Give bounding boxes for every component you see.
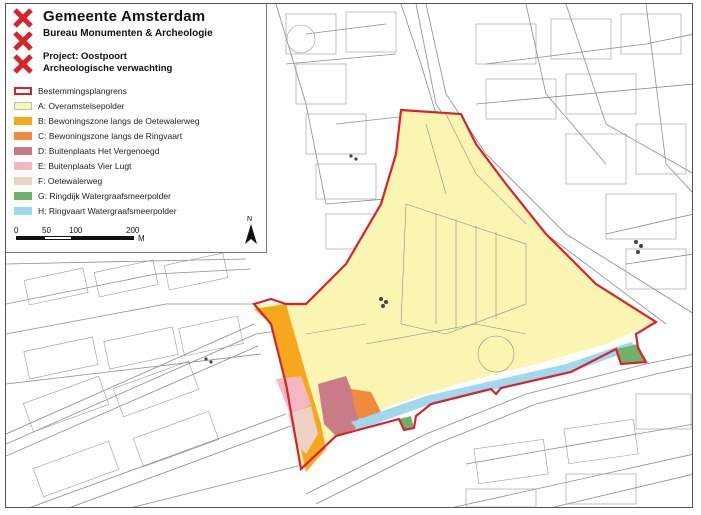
legend-item-h: [14, 206, 177, 216]
legend-label: H: Ringvaart Watergraafsmeerpolder: [38, 206, 177, 216]
legend-swatch: [14, 162, 32, 170]
legend-item-b: [14, 116, 200, 126]
legend-swatch: [14, 147, 32, 155]
scale-tick-0: 0: [14, 226, 19, 235]
legend-item-g: [14, 191, 171, 201]
header-row-2: [12, 31, 34, 51]
legend-label: Bestemmingsplangrens: [38, 86, 127, 96]
scale-tick-100: 100: [69, 226, 83, 235]
legend-swatch: [14, 132, 32, 140]
org-name: Gemeente Amsterdam: [43, 8, 206, 25]
legend-item-boundary: [14, 86, 127, 96]
legend-label: E: Buitenplaats Vier Lugt: [38, 161, 132, 171]
andreas-cross-icon: [12, 8, 34, 28]
scale-segment: [16, 236, 44, 240]
scale-tick-200: 200: [126, 226, 140, 235]
legend-label: B: Bewoningszone langs de Oetewalerweg: [38, 116, 200, 126]
north-arrow-icon: [244, 224, 258, 246]
header-row-1: [12, 8, 34, 28]
legend-label: A: Overamstelsepolder: [38, 101, 125, 111]
legend-label: F: Oetewalerweg: [38, 176, 103, 186]
legend-label: G: Ringdijk Watergraafsmeerpolder: [38, 191, 171, 201]
legend-swatch: [14, 117, 32, 125]
andreas-cross-icon: [12, 31, 34, 51]
legend-item-e: [14, 161, 131, 171]
department-name: Bureau Monumenten & Archeologie: [43, 28, 213, 39]
legend-item-a: [14, 101, 124, 111]
project-line-2: Archeologische verwachting: [43, 63, 173, 74]
north-label: N: [247, 216, 253, 223]
header-row-3: [12, 54, 34, 74]
legend-item-d: [14, 146, 159, 156]
scale-bar: [14, 226, 244, 250]
legend-panel: [6, 4, 267, 253]
north-arrow: [244, 216, 258, 246]
legend-item-c: [14, 131, 182, 141]
scale-unit: M: [138, 234, 145, 243]
legend-swatch: [14, 207, 32, 215]
project-line-1: Project: Oostpoort: [43, 51, 127, 62]
scale-tick-50: 50: [42, 226, 51, 235]
legend-swatch: [14, 102, 32, 110]
scale-segment: [44, 236, 72, 240]
legend-item-f: [14, 176, 102, 186]
legend-swatch: [14, 177, 32, 185]
legend-label: D: Buitenplaats Het Vergenoegd: [38, 146, 160, 156]
project-title: [43, 51, 172, 75]
legend-swatch: [14, 192, 32, 200]
legend-label: C: Bewoningszone langs de Ringvaart: [38, 131, 183, 141]
scale-segment: [72, 236, 134, 240]
map-frame: [5, 3, 693, 508]
andreas-cross-icon: [12, 54, 34, 74]
zones: [254, 110, 656, 472]
legend-swatch: [14, 87, 32, 95]
